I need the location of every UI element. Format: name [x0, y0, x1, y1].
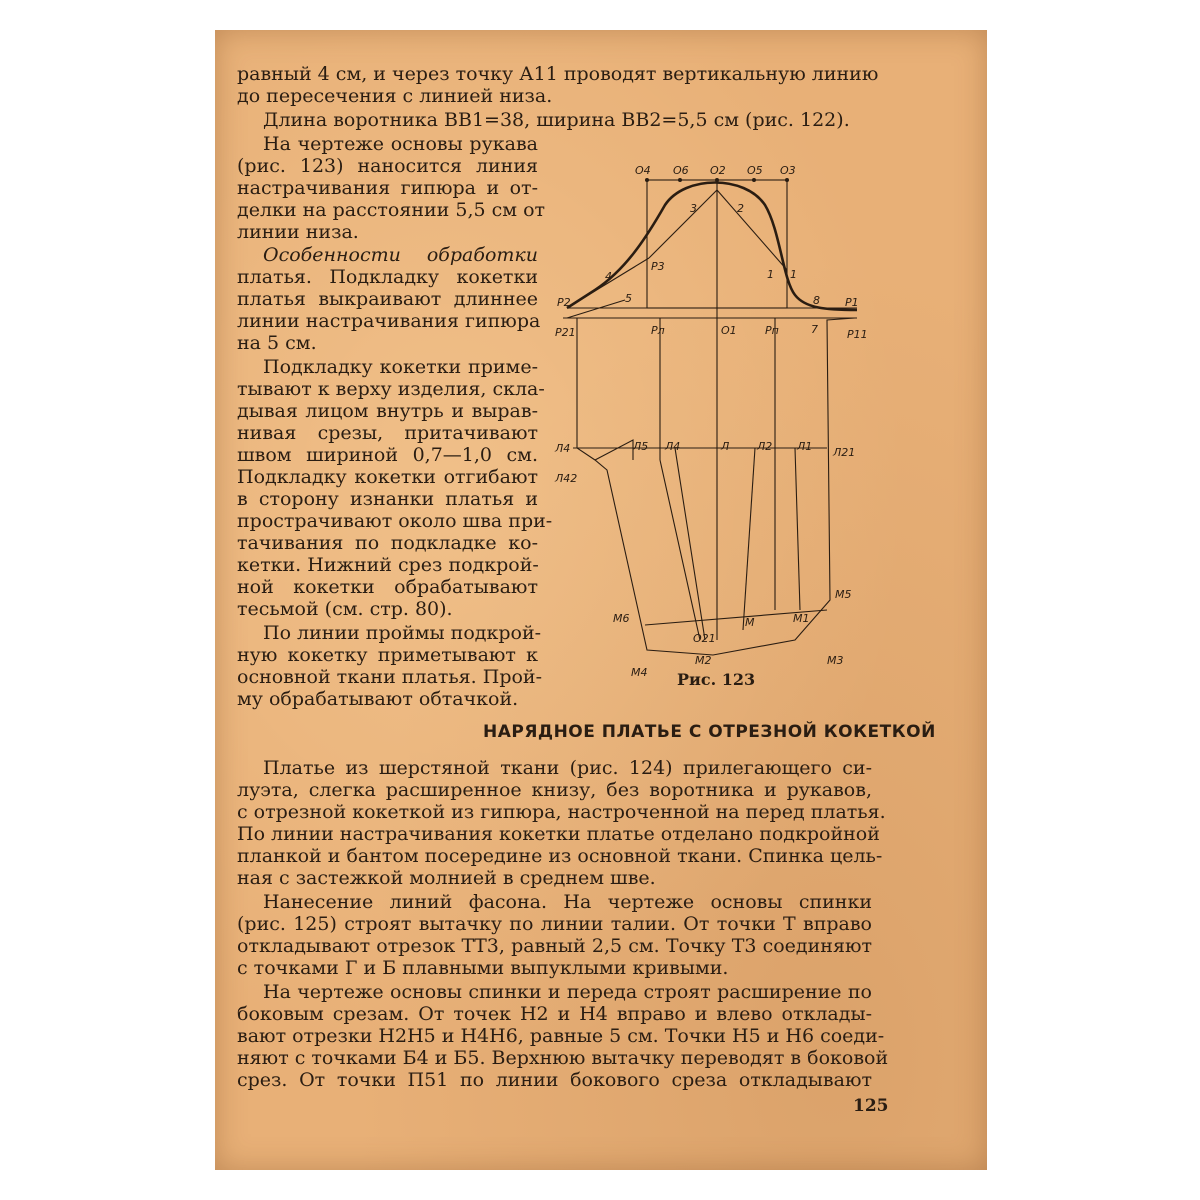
label: М [745, 616, 755, 629]
text-line: тесьмой (см. стр. 80). [237, 598, 453, 620]
text-line: Нанесение линий фасона. На чертеже основы спинки [263, 891, 872, 913]
text-line: до пересечения с линией низа. [237, 85, 553, 107]
text-line: нивая срезы, притачивают [237, 422, 538, 444]
text-line: Особенности обработки [263, 244, 538, 266]
label: 4 [605, 270, 612, 283]
label: 8 [813, 294, 820, 307]
label: Р21 [555, 326, 576, 339]
label: 2 [737, 202, 744, 215]
label: 3 [690, 202, 697, 215]
text-line: прострачивают около шва при- [237, 510, 553, 532]
text-line: Подкладку кокетки приме- [263, 356, 538, 378]
label: Л42 [555, 472, 578, 485]
text-line: кетки. Нижний срез подкрой- [237, 554, 539, 576]
text-line: тачивания по подкладке ко- [237, 532, 538, 554]
label: Л4 [555, 442, 571, 455]
sleeve-pattern-drawing [555, 160, 868, 690]
text-line: На чертеже основы спинки и переда строят расширение по [263, 981, 872, 1003]
text-line: боковым срезам. От точек Н2 и Н4 вправо и влево отклады- [237, 1003, 872, 1025]
label: О4 [635, 164, 651, 177]
label: Л21 [833, 446, 856, 459]
text-line: настрачивания гипюра и от- [237, 177, 538, 199]
text-line: (рис. 125) строят вытачку по линии талии. От точки Т вправо [237, 913, 872, 935]
text-line: дывая лицом внутрь и вырав- [237, 400, 538, 422]
book-page [215, 30, 987, 1170]
construction-line [649, 190, 717, 258]
label: Л1 [797, 440, 813, 453]
text-line: луэта, слегка расширенное книзу, без воротника и рукавов, [237, 779, 872, 801]
label: М2 [695, 654, 712, 667]
label: О6 [673, 164, 689, 177]
label: М3 [827, 654, 844, 667]
sleeve-cap-curve [567, 183, 857, 311]
section-heading: НАРЯДНОЕ ПЛАТЬЕ С ОТРЕЗНОЙ КОКЕТКОЙ [483, 722, 936, 742]
text-line: ную кокетку приметывают к [237, 644, 538, 666]
text-line: ная с застежкой молнией в среднем шве. [237, 867, 656, 889]
label: Р3 [651, 260, 665, 273]
text-line: няют с точками Б4 и Б5. Верхнюю вытачку переводят в боковой [237, 1047, 889, 1069]
label: 5 [625, 292, 632, 305]
label: Рп [765, 324, 779, 337]
text-line: тывают к верху изделия, скла- [237, 378, 545, 400]
text-line: швом шириной 0,7—1,0 см. [237, 444, 538, 466]
text-line: линии настрачивания гипюра [237, 310, 541, 332]
text-line: вают отрезки Н2Н5 и Н4Н6, равные 5 см. Точки Н5 и Н6 соеди- [237, 1025, 885, 1047]
text-line: Подкладку кокетки отгибают [237, 466, 538, 488]
sleeve-outline [577, 318, 855, 655]
text-line: планкой и бантом посередине из основной ткани. Спинка цель- [237, 845, 883, 867]
label: Л2 [757, 440, 773, 453]
text-line: равный 4 см, и через точку А11 проводят вертикальную линию [237, 63, 879, 85]
text-line: ной кокетки обрабатывают [237, 576, 538, 598]
page-number: 125 [853, 1096, 889, 1116]
construction-line [743, 448, 755, 630]
text-line: По линии проймы подкрой- [263, 622, 542, 644]
label: М1 [793, 612, 810, 625]
text-line: платья. Подкладку кокетки [237, 266, 538, 288]
label: 1 [790, 268, 797, 281]
text-line: в сторону изнанки платья и [237, 488, 538, 510]
label: О21 [693, 632, 716, 645]
text-line: основной ткани платья. Прой- [237, 666, 543, 688]
figure-caption: Рис. 123 [677, 670, 756, 689]
text-line: линии низа. [237, 221, 359, 243]
text-line: Длина воротника ВВ1=38, ширина ВВ2=5,5 см (рис. 122). [263, 109, 850, 131]
text-line: (рис. 123) наносится линия [237, 155, 538, 177]
text-line: На чертеже основы рукава [263, 133, 538, 155]
label: 1 [767, 268, 774, 281]
text-line: делки на расстоянии 5,5 см от [237, 199, 546, 221]
construction-line [717, 190, 787, 270]
label: Р1 [845, 296, 859, 309]
construction-line [660, 460, 700, 640]
label: 7 [811, 323, 818, 336]
text-line: По линии настрачивания кокетки платье отделано подкройной [237, 823, 880, 845]
text-line: Платье из шерстяной ткани (рис. 124) прилегающего си- [263, 757, 872, 779]
text-line: с точками Г и Б плавными выпуклыми кривыми. [237, 957, 729, 979]
elbow-dart [595, 440, 633, 460]
label: Рл [651, 324, 665, 337]
text-line: му обрабатывают обтачкой. [237, 688, 519, 710]
label: О5 [747, 164, 763, 177]
label: Р11 [847, 328, 868, 341]
label: М4 [631, 666, 648, 679]
label: М5 [835, 588, 852, 601]
text-line: откладывают отрезок ТТ3, равный 2,5 см. Точку Т3 соединяют [237, 935, 872, 957]
text-line: срез. От точки П51 по линии бокового среза откладывают [237, 1069, 872, 1091]
label: О2 [710, 164, 726, 177]
text-line: с отрезной кокеткой из гипюра, настроченной на перед платья. [237, 801, 886, 823]
label: Л4 [665, 440, 681, 453]
text-line: на 5 см. [237, 332, 317, 354]
label: О3 [780, 164, 796, 177]
label: Л5 [633, 440, 649, 453]
label: О1 [721, 324, 737, 337]
label: Л [721, 440, 730, 453]
label: Р2 [557, 296, 571, 309]
label: М6 [613, 612, 630, 625]
construction-line [675, 448, 705, 640]
construction-line [795, 448, 800, 610]
text-line: платья выкраивают длиннее [237, 288, 538, 310]
